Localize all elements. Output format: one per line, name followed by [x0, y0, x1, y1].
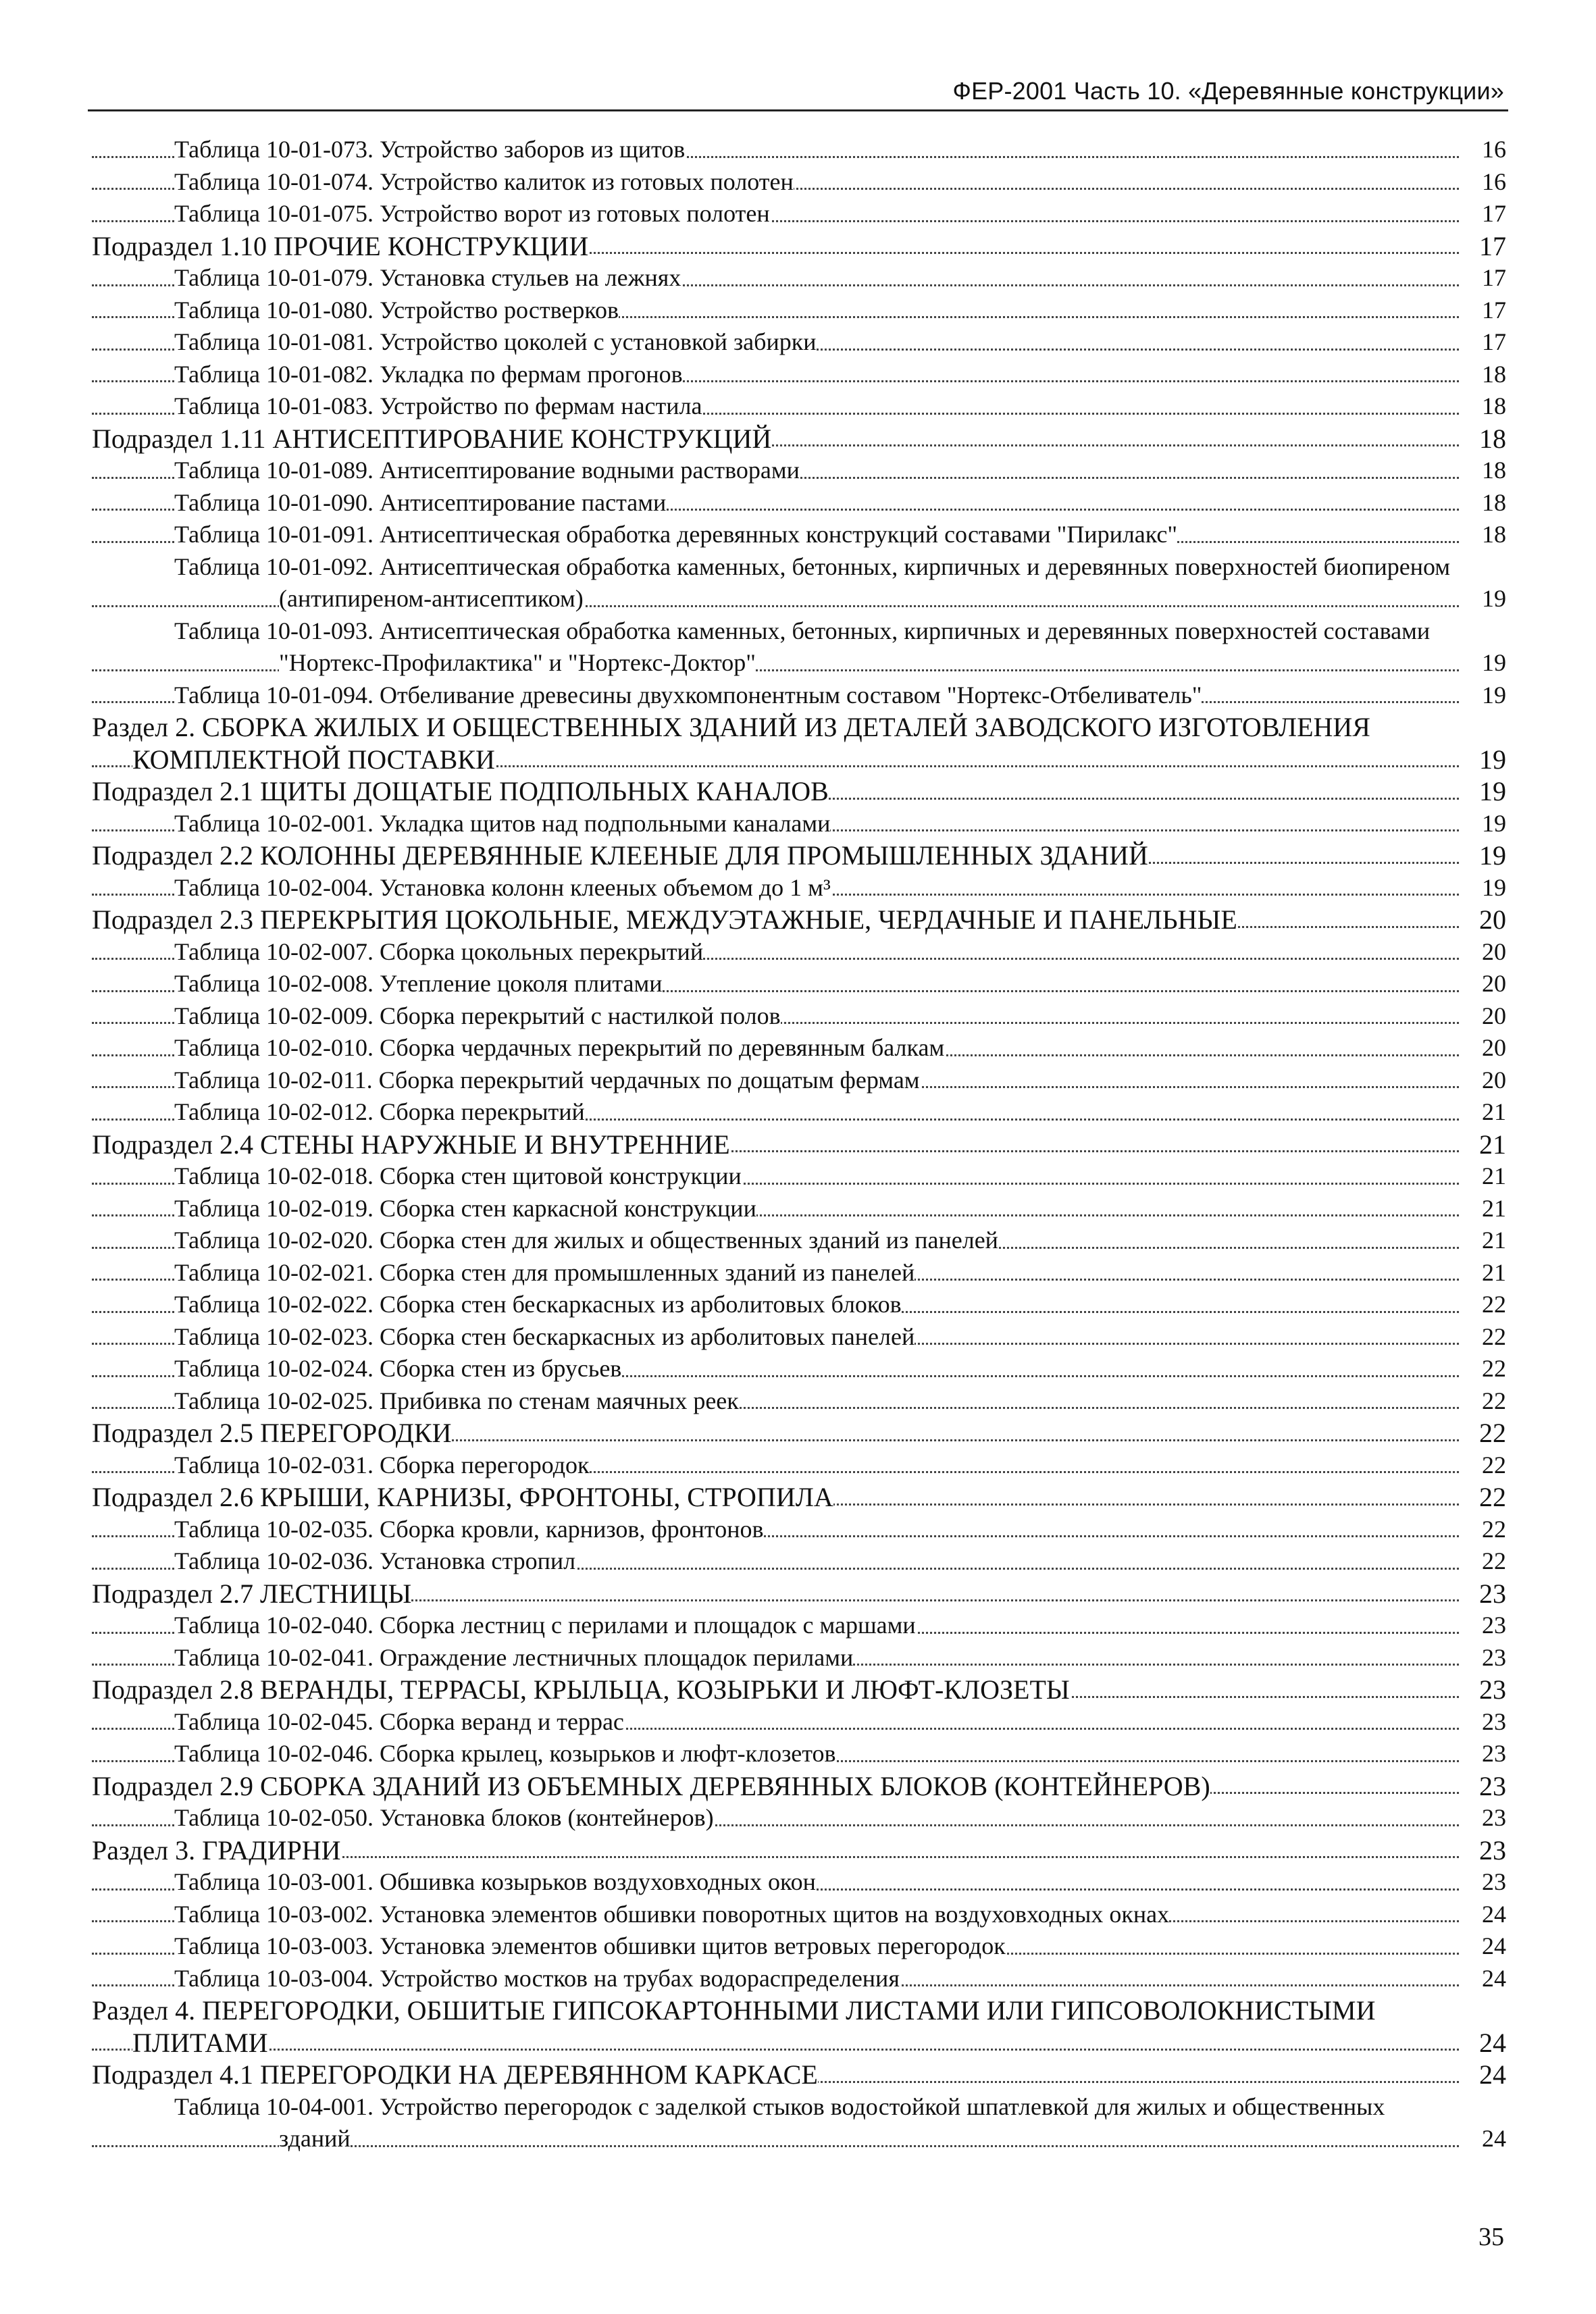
toc-entry-page: 20 — [1460, 1000, 1506, 1033]
toc-entry-subsection[interactable] — [92, 423, 1506, 455]
toc-entry-table[interactable] — [92, 679, 1506, 712]
toc-entry-table[interactable] — [92, 1353, 1506, 1385]
toc-entry-page: 23 — [1460, 1578, 1506, 1610]
toc-entry-page: 17 — [1460, 230, 1506, 263]
toc-entry-title: Таблица 10-02-036. Установка стропил — [174, 1547, 576, 1574]
toc-entry-title: Таблица 10-02-019. Сборка стен каркасной конструкции — [174, 1194, 756, 1222]
toc-entry-subsection[interactable] — [92, 1417, 1506, 1449]
toc-entry-subsection[interactable] — [92, 1770, 1506, 1803]
toc-entry-body — [174, 487, 1506, 519]
toc-entry-title: Таблица 10-01-082. Укладка по фермам прогонов — [174, 360, 683, 388]
toc-entry-page: 24 — [1460, 2027, 1506, 2059]
toc-entry-table[interactable] — [92, 1899, 1506, 1931]
toc-entry-body — [174, 1514, 1506, 1546]
toc-entry-body — [92, 904, 1506, 936]
toc-entry-page: 23 — [1460, 1866, 1506, 1899]
toc-entry-body — [174, 1289, 1506, 1321]
toc-entry-page: 22 — [1460, 1353, 1506, 1385]
table-of-contents — [92, 134, 1506, 2155]
toc-entry-page: 20 — [1460, 936, 1506, 969]
toc-entry-title: Подраздел 2.1 ЩИТЫ ДОЩАТЫЕ ПОДПОЛЬНЫХ КАНАЛОВ — [92, 776, 829, 806]
toc-entry-section[interactable] — [92, 1834, 1506, 1867]
toc-entry-title: Таблица 10-02-007. Сборка цокольных перекрытий — [174, 937, 704, 965]
toc-entry-page: 19 — [1460, 583, 1506, 615]
toc-entry-table[interactable] — [92, 1930, 1506, 1963]
toc-entry-subsection[interactable] — [92, 904, 1506, 936]
toc-entry-table[interactable] — [92, 551, 1506, 615]
toc-entry-page: 18 — [1460, 519, 1506, 551]
toc-entry-title: Подраздел 4.1 ПЕРЕГОРОДКИ НА ДЕРЕВЯННОМ КАРКАСЕ — [92, 2059, 818, 2090]
toc-entry-body — [174, 1738, 1506, 1770]
toc-entry-table[interactable] — [92, 1514, 1506, 1546]
toc-entry-title: Таблица 10-04-001. Устройство перегородок с заделкой стыков водостойкой шпатлевкой для жилых и общественных зданий — [174, 2092, 1385, 2152]
toc-entry-subsection[interactable] — [92, 1578, 1506, 1610]
toc-entry-section[interactable] — [92, 1995, 1506, 2059]
toc-entry-title: Таблица 10-02-035. Сборка кровли, карнизов, фронтонов — [174, 1515, 764, 1543]
toc-entry-body — [92, 1770, 1506, 1803]
toc-entry-body — [174, 1610, 1506, 1642]
toc-entry-table[interactable] — [92, 615, 1506, 679]
toc-entry-title: Таблица 10-01-081. Устройство цоколей с установкой забирки — [174, 328, 817, 355]
toc-entry-body — [174, 166, 1506, 199]
toc-entry-table[interactable] — [92, 1289, 1506, 1321]
toc-entry-body — [92, 1481, 1506, 1514]
toc-entry-body — [174, 1000, 1506, 1033]
toc-entry-body — [174, 615, 1506, 679]
toc-entry-body — [174, 1257, 1506, 1289]
toc-entry-page: 23 — [1460, 1834, 1506, 1867]
toc-entry-body — [174, 936, 1506, 969]
toc-entry-table[interactable] — [92, 326, 1506, 359]
toc-entry-title: Таблица 10-01-074. Устройство калиток из готовых полотен — [174, 168, 794, 195]
toc-entry-title: Таблица 10-02-050. Установка блоков (контейнеров) — [174, 1804, 714, 1831]
toc-entry-body — [174, 1963, 1506, 1995]
toc-entry-title: Таблица 10-02-025. Прибивка по стенам маячных реек — [174, 1387, 739, 1414]
toc-entry-title: Таблица 10-01-073. Устройство заборов из щитов — [174, 136, 686, 163]
toc-entry-body — [174, 1385, 1506, 1418]
toc-entry-table[interactable] — [92, 1257, 1506, 1289]
toc-entry-page: 23 — [1460, 1642, 1506, 1674]
toc-entry-title: Подраздел 2.8 ВЕРАНДЫ, ТЕРРАСЫ, КРЫЛЬЦА, КОЗЫРЬКИ И ЛЮФТ-КЛОЗЕТЫ — [92, 1674, 1070, 1705]
toc-entry-title: Таблица 10-01-075. Устройство ворот из готовых полотен — [174, 200, 770, 227]
toc-entry-table[interactable] — [92, 1225, 1506, 1257]
toc-entry-page: 22 — [1460, 1289, 1506, 1321]
toc-entry-page: 21 — [1460, 1096, 1506, 1129]
toc-entry-body — [92, 711, 1506, 775]
toc-entry-section[interactable] — [92, 711, 1506, 775]
toc-entry-body — [92, 1129, 1506, 1161]
toc-entry-table[interactable] — [92, 2091, 1506, 2155]
toc-entry-page: 23 — [1460, 1674, 1506, 1706]
toc-entry-page: 18 — [1460, 359, 1506, 391]
toc-entry-page: 20 — [1460, 904, 1506, 936]
toc-entry-page: 19 — [1460, 840, 1506, 872]
toc-entry-body — [174, 551, 1506, 615]
toc-entry-subsection[interactable] — [92, 1129, 1506, 1161]
toc-entry-title: Таблица 10-01-094. Отбеливание древесины двухкомпонентным составом "Нортекс-Отбеливатель" — [174, 681, 1202, 709]
toc-entry-table[interactable] — [92, 519, 1506, 551]
toc-entry-body — [92, 1995, 1506, 2059]
toc-entry-title: Таблица 10-02-012. Сборка перекрытий — [174, 1098, 585, 1125]
toc-entry-page: 22 — [1460, 1449, 1506, 1482]
toc-entry-page: 22 — [1460, 1514, 1506, 1546]
toc-entry-table[interactable] — [92, 872, 1506, 904]
toc-entry-table[interactable] — [92, 1738, 1506, 1770]
toc-entry-page: 18 — [1460, 487, 1506, 519]
toc-entry-table[interactable] — [92, 166, 1506, 199]
toc-entry-body — [174, 1225, 1506, 1257]
toc-entry-title: Таблица 10-01-080. Устройство ростверков — [174, 296, 619, 324]
toc-entry-table[interactable] — [92, 1000, 1506, 1033]
toc-entry-body — [174, 968, 1506, 1000]
toc-entry-page: 23 — [1460, 1802, 1506, 1834]
toc-entry-body — [92, 840, 1506, 872]
toc-entry-title: Таблица 10-02-046. Сборка крылец, козырьков и люфт-клозетов — [174, 1740, 836, 1767]
toc-entry-table[interactable] — [92, 1642, 1506, 1674]
page-number: 35 — [1478, 2223, 1504, 2251]
toc-entry-table[interactable] — [92, 294, 1506, 327]
toc-entry-title: Таблица 10-01-083. Устройство по фермам настила — [174, 392, 702, 419]
toc-entry-title: Раздел 2. СБОРКА ЖИЛЫХ И ОБЩЕСТВЕННЫХ ЗДАНИЙ ИЗ ДЕТАЛЕЙ ЗАВОДСКОГО ИЗГОТОВЛЕНИЯ КОМПЛЕКТНОЙ ПОСТАВКИ — [92, 712, 1370, 775]
toc-entry-page: 24 — [1460, 1899, 1506, 1931]
toc-entry-table[interactable] — [92, 1321, 1506, 1354]
toc-entry-body — [174, 390, 1506, 423]
toc-entry-table[interactable] — [92, 198, 1506, 230]
toc-entry-title: Подраздел 2.4 СТЕНЫ НАРУЖНЫЕ И ВНУТРЕННИЕ — [92, 1129, 730, 1160]
toc-entry-title: Подраздел 1.11 АНТИСЕПТИРОВАНИЕ КОНСТРУКЦИЙ — [92, 423, 772, 454]
toc-entry-page: 16 — [1460, 166, 1506, 199]
toc-entry-page: 22 — [1460, 1545, 1506, 1578]
toc-entry-title: Подраздел 2.5 ПЕРЕГОРОДКИ — [92, 1418, 452, 1448]
toc-entry-page: 17 — [1460, 326, 1506, 359]
toc-entry-title: Таблица 10-01-090. Антисептирование пастами — [174, 488, 667, 516]
toc-entry-body — [174, 1032, 1506, 1064]
toc-entry-body — [92, 1674, 1506, 1706]
toc-entry-page: 22 — [1460, 1321, 1506, 1354]
running-header-text: ФЕР-2001 Часть 10. «Деревянные конструкции» — [952, 77, 1504, 105]
toc-entry-body — [174, 1899, 1506, 1931]
toc-entry-table[interactable] — [92, 1385, 1506, 1418]
toc-entry-body — [174, 1642, 1506, 1674]
toc-entry-title: Раздел 4. ПЕРЕГОРОДКИ, ОБШИТЫЕ ГИПСОКАРТОННЫМИ ЛИСТАМИ ИЛИ ГИПСОВОЛОКНИСТЫМИ ПЛИТАМИ — [92, 1995, 1376, 2058]
toc-entry-title: Таблица 10-02-009. Сборка перекрытий с настилкой полов — [174, 1002, 781, 1029]
toc-entry-body — [174, 679, 1506, 712]
toc-entry-table[interactable] — [92, 1610, 1506, 1642]
toc-entry-table[interactable] — [92, 968, 1506, 1000]
toc-entry-page: 22 — [1460, 1481, 1506, 1514]
toc-entry-page: 19 — [1460, 872, 1506, 904]
toc-entry-page: 23 — [1460, 1610, 1506, 1642]
toc-entry-table[interactable] — [92, 487, 1506, 519]
toc-entry-page: 22 — [1460, 1417, 1506, 1449]
toc-entry-page: 17 — [1460, 198, 1506, 230]
toc-entry-body — [174, 326, 1506, 359]
toc-entry-page: 17 — [1460, 262, 1506, 294]
toc-entry-body — [174, 359, 1506, 391]
toc-entry-title: Таблица 10-02-004. Установка колонн клееных объемом до 1 м³ — [174, 873, 831, 901]
toc-entry-title: Таблица 10-02-022. Сборка стен бескаркасных из арболитовых блоков — [174, 1291, 902, 1318]
toc-entry-title: Таблица 10-02-021. Сборка стен для промышленных зданий из панелей — [174, 1258, 915, 1286]
toc-entry-page: 18 — [1460, 390, 1506, 423]
toc-entry-table[interactable] — [92, 936, 1506, 969]
toc-entry-title: Таблица 10-01-092. Антисептическая обработка каменных, бетонных, кирпичных и деревянных поверхностей биопиреном (антипиреном-антисептиком) — [174, 552, 1451, 612]
toc-entry-table[interactable] — [92, 1963, 1506, 1995]
toc-entry-page: 21 — [1460, 1193, 1506, 1225]
toc-entry-table[interactable] — [92, 1096, 1506, 1129]
toc-entry-body — [92, 1834, 1506, 1867]
toc-entry-title: Таблица 10-02-041. Ограждение лестничных площадок перилами — [174, 1643, 854, 1671]
toc-entry-table[interactable] — [92, 1193, 1506, 1225]
toc-entry-page: 16 — [1460, 134, 1506, 166]
toc-entry-title: Подраздел 1.10 ПРОЧИЕ КОНСТРУКЦИИ — [92, 230, 589, 261]
toc-entry-body — [174, 198, 1506, 230]
toc-entry-title: Таблица 10-02-020. Сборка стен для жилых и общественных зданий из панелей — [174, 1227, 998, 1254]
toc-entry-subsection[interactable] — [92, 1481, 1506, 1514]
toc-entry-page: 22 — [1460, 1385, 1506, 1418]
toc-entry-title: Таблица 10-03-003. Установка элементов обшивки щитов ветровых перегородок — [174, 1932, 1006, 1959]
toc-entry-page: 18 — [1460, 423, 1506, 455]
toc-entry-body — [174, 808, 1506, 840]
toc-entry-page: 19 — [1460, 647, 1506, 679]
toc-entry-body — [92, 1417, 1506, 1449]
toc-entry-body — [174, 455, 1506, 487]
toc-entry-title: Таблица 10-03-002. Установка элементов обшивки поворотных щитов на воздуховходных окнах — [174, 1900, 1170, 1928]
toc-entry-title: Таблица 10-01-091. Антисептическая обработка деревянных конструкций составами "Пирилакс" — [174, 521, 1178, 548]
toc-entry-table[interactable] — [92, 1160, 1506, 1193]
toc-entry-page: 24 — [1460, 1930, 1506, 1963]
toc-entry-body — [174, 1706, 1506, 1739]
toc-entry-subsection[interactable] — [92, 2059, 1506, 2091]
toc-entry-title: Подраздел 2.3 ПЕРЕКРЫТИЯ ЦОКОЛЬНЫЕ, МЕЖДУЭТАЖНЫЕ, ЧЕРДАЧНЫЕ И ПАНЕЛЬНЫЕ — [92, 904, 1237, 935]
toc-entry-body — [92, 423, 1506, 455]
toc-entry-page: 19 — [1460, 679, 1506, 712]
toc-entry-page: 20 — [1460, 1032, 1506, 1064]
toc-entry-body — [174, 519, 1506, 551]
toc-entry-title: Подраздел 2.7 ЛЕСТНИЦЫ — [92, 1578, 412, 1609]
toc-entry-title: Таблица 10-02-018. Сборка стен щитовой конструкции — [174, 1162, 742, 1189]
toc-entry-page: 21 — [1460, 1129, 1506, 1161]
toc-entry-title: Таблица 10-02-023. Сборка стен бескаркасных из арболитовых панелей — [174, 1322, 915, 1350]
toc-entry-title: Таблица 10-01-089. Антисептирование водными растворами — [174, 457, 800, 484]
toc-entry-table[interactable] — [92, 390, 1506, 423]
toc-entry-page: 24 — [1460, 2059, 1506, 2091]
toc-entry-title: Таблица 10-02-001. Укладка щитов над подпольными каналами — [174, 809, 831, 837]
toc-entry-body — [92, 775, 1506, 808]
toc-entry-title: Подраздел 2.2 КОЛОННЫ ДЕРЕВЯННЫЕ КЛЕЕНЫЕ ДЛЯ ПРОМЫШЛЕННЫХ ЗДАНИЙ — [92, 840, 1148, 871]
toc-entry-table[interactable] — [92, 1802, 1506, 1834]
toc-entry-body — [174, 872, 1506, 904]
toc-entry-subsection[interactable] — [92, 1674, 1506, 1706]
toc-entry-title: Раздел 3. ГРАДИРНИ — [92, 1834, 341, 1866]
toc-entry-table[interactable] — [92, 1706, 1506, 1739]
toc-entry-title: Таблица 10-03-001. Обшивка козырьков воздуховходных окон — [174, 1868, 816, 1895]
toc-entry-body — [174, 2091, 1506, 2155]
toc-entry-table[interactable] — [92, 808, 1506, 840]
toc-entry-body — [174, 1449, 1506, 1482]
toc-entry-title: Подраздел 2.6 КРЫШИ, КАРНИЗЫ, ФРОНТОНЫ, СТРОПИЛА — [92, 1482, 833, 1512]
toc-entry-body — [92, 1578, 1506, 1610]
toc-entry-title: Таблица 10-02-008. Утепление цоколя плитами — [174, 970, 663, 997]
toc-entry-body — [92, 2059, 1506, 2091]
toc-entry-page: 23 — [1460, 1770, 1506, 1803]
toc-entry-table[interactable] — [92, 1064, 1506, 1097]
toc-entry-table[interactable] — [92, 359, 1506, 391]
toc-entry-body — [174, 1321, 1506, 1354]
toc-entry-body — [174, 1545, 1506, 1578]
toc-entry-page: 21 — [1460, 1160, 1506, 1193]
toc-entry-body — [174, 262, 1506, 294]
toc-entry-page: 24 — [1460, 1963, 1506, 1995]
toc-entry-body — [174, 294, 1506, 327]
toc-entry-body — [92, 230, 1506, 263]
toc-entry-table[interactable] — [92, 455, 1506, 487]
toc-entry-title: Таблица 10-02-011. Сборка перекрытий чердачных по дощатым фермам — [174, 1066, 920, 1094]
toc-entry-body — [174, 134, 1506, 166]
toc-entry-body — [174, 1866, 1506, 1899]
toc-entry-body — [174, 1064, 1506, 1097]
toc-entry-table[interactable] — [92, 1545, 1506, 1578]
toc-entry-page: 20 — [1460, 968, 1506, 1000]
toc-entry-page: 19 — [1460, 744, 1506, 776]
toc-entry-body — [174, 1930, 1506, 1963]
toc-entry-title: Таблица 10-01-093. Антисептическая обработка каменных, бетонных, кирпичных и деревянных поверхностей составами "Нортекс-Профилактика" и "Нортекс-Доктор" — [174, 617, 1431, 676]
toc-entry-subsection[interactable] — [92, 840, 1506, 872]
toc-entry-subsection[interactable] — [92, 775, 1506, 808]
toc-entry-page: 23 — [1460, 1738, 1506, 1770]
toc-entry-body — [174, 1802, 1506, 1834]
toc-entry-table[interactable] — [92, 1449, 1506, 1482]
toc-entry-body — [174, 1096, 1506, 1129]
toc-entry-page: 23 — [1460, 1706, 1506, 1739]
toc-entry-title: Таблица 10-02-024. Сборка стен из брусьев — [174, 1355, 622, 1382]
toc-entry-table[interactable] — [92, 262, 1506, 294]
toc-entry-title: Таблица 10-02-040. Сборка лестниц с перилами и площадок с маршами — [174, 1612, 916, 1639]
toc-entry-page: 21 — [1460, 1225, 1506, 1257]
toc-entry-body — [174, 1160, 1506, 1193]
toc-entry-table[interactable] — [92, 1032, 1506, 1064]
toc-entry-body — [174, 1193, 1506, 1225]
toc-entry-title: Таблица 10-02-010. Сборка чердачных перекрытий по деревянным балкам — [174, 1034, 945, 1061]
toc-entry-table[interactable] — [92, 1866, 1506, 1899]
toc-entry-body — [174, 1353, 1506, 1385]
running-header — [88, 73, 1508, 111]
toc-entry-title: Таблица 10-01-079. Установка стульев на лежнях — [174, 264, 681, 291]
toc-entry-page: 19 — [1460, 775, 1506, 808]
toc-entry-title: Таблица 10-02-031. Сборка перегородок — [174, 1451, 590, 1479]
toc-entry-title: Таблица 10-02-045. Сборка веранд и террас — [174, 1707, 624, 1735]
toc-entry-page: 17 — [1460, 294, 1506, 327]
toc-entry-table[interactable] — [92, 134, 1506, 166]
toc-entry-title: Подраздел 2.9 СБОРКА ЗДАНИЙ ИЗ ОБЪЕМНЫХ ДЕРЕВЯННЫХ БЛОКОВ (КОНТЕЙНЕРОВ) — [92, 1770, 1210, 1801]
toc-entry-page: 24 — [1460, 2123, 1506, 2155]
toc-entry-page: 18 — [1460, 455, 1506, 487]
toc-entry-page: 21 — [1460, 1257, 1506, 1289]
toc-entry-title: Таблица 10-03-004. Устройство мостков на трубах водораспределения — [174, 1964, 900, 1992]
toc-entry-page: 19 — [1460, 808, 1506, 840]
toc-entry-page: 20 — [1460, 1064, 1506, 1097]
toc-entry-subsection[interactable] — [92, 230, 1506, 263]
